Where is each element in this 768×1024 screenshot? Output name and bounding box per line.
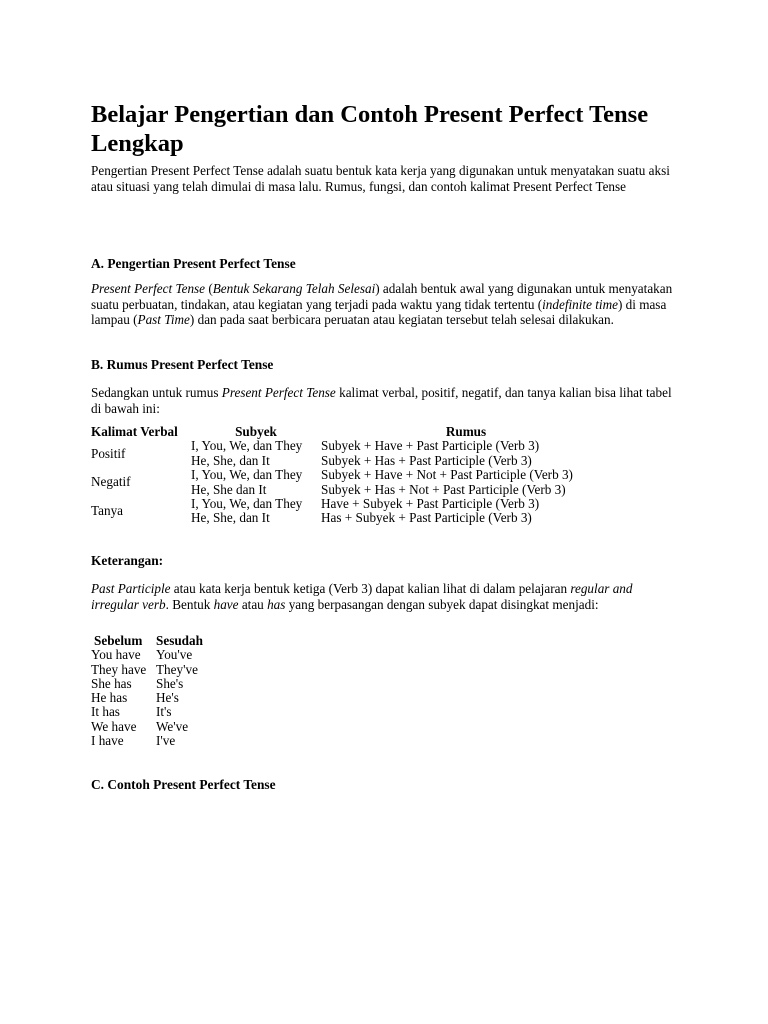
formula-cell: Subyek + Has + Past Participle (Verb 3)	[321, 452, 532, 468]
column-header: Subyek	[235, 424, 277, 439]
intro-paragraph: Pengertian Present Perfect Tense adalah suatu bentuk kata kerja yang digunakan untuk menyatakan suatu aksi atau situasi yang telah dimulai di masa lalu. Rumus, fungsi, dan contoh kalimat Present Perfect Tense	[91, 163, 670, 194]
contraction-table	[91, 634, 203, 748]
table-row: It has It's	[91, 704, 172, 720]
table-row: They have They've	[91, 661, 198, 677]
formula-cell: Subyek + Have + Not + Past Participle (Verb 3)	[321, 467, 573, 483]
table-row: We have We've	[91, 718, 189, 734]
subject-cell: I, You, We, dan They	[191, 438, 303, 454]
formula-table	[91, 425, 611, 526]
table-row	[91, 439, 611, 453]
term-regular-irregular: regular and irregular verb	[91, 581, 633, 612]
term-past-time: Past Time	[137, 312, 190, 327]
column-header: Kalimat Verbal	[91, 424, 178, 439]
term-past-participle: Past Participle	[91, 581, 171, 596]
term-present-perfect: Present Perfect Tense	[91, 281, 206, 296]
term-indefinite-time: indefinite time	[542, 296, 618, 312]
keterangan-heading: Keterangan:	[91, 553, 164, 568]
subject-cell: He, She, dan It	[191, 452, 270, 468]
subject-cell: He, She dan It	[191, 481, 267, 497]
table-row: I have I've	[91, 733, 176, 749]
column-header: Sebelum	[94, 633, 143, 648]
section-a-paragraph: Present Perfect Tense (Bentuk Sekarang Telah Selesai) adalah bentuk awal yang digunakan untuk menyatakan suatu perbuatan, tindakan, atau kegiatan yang terjadi pada waktu yang tidak tertentu (indefinite time) di masa lampau (Past Time) dan pada saat berbicara peruatan atau kegiatan tersebut telah selesai dilakukan.	[91, 281, 673, 327]
table-row: He has He's	[91, 690, 179, 706]
subject-cell: I, You, We, dan They	[191, 467, 303, 483]
keterangan-paragraph: Past Participle atau kata kerja bentuk ketiga (Verb 3) dapat kalian lihat di dalam pelajaran regular and irregular verb. Bentuk have atau has yang berpasangan dengan subyek dapat disingkat menjadi:	[91, 581, 633, 612]
page-title: Belajar Pengertian dan Contoh Present Perfect Tense Lengkap	[91, 101, 649, 157]
section-b-heading: B. Rumus Present Perfect Tense	[91, 357, 274, 372]
formula-cell: Subyek + Has + Not + Past Participle (Verb 3)	[321, 481, 566, 497]
section-b-paragraph: Sedangkan untuk rumus Present Perfect Tense kalimat verbal, positif, negatif, dan tanya kalian bisa lihat tabel di bawah ini:	[91, 385, 672, 416]
table-row: She has She's	[91, 675, 184, 691]
term-present-perfect-b: Present Perfect Tense	[221, 385, 336, 400]
table-row	[91, 468, 611, 482]
term-have: have	[213, 596, 239, 612]
section-c-heading: C. Contoh Present Perfect Tense	[91, 777, 276, 792]
formula-cell: Subyek + Have + Past Participle (Verb 3)	[321, 438, 540, 454]
column-header: Rumus	[445, 424, 487, 439]
term-has: has	[267, 596, 286, 612]
row-label-positif: Positif	[91, 445, 126, 461]
column-header: Sesudah	[156, 633, 203, 648]
table-row	[91, 497, 611, 511]
table-header-row	[91, 425, 611, 439]
formula-cell: Has + Subyek + Past Participle (Verb 3)	[321, 510, 532, 526]
table-header-row	[91, 634, 203, 648]
row-label-negatif: Negatif	[91, 474, 131, 490]
section-a-heading: A. Pengertian Present Perfect Tense	[91, 256, 296, 271]
formula-cell: Have + Subyek + Past Participle (Verb 3)	[321, 496, 540, 512]
subject-cell: I, You, We, dan They	[191, 496, 303, 512]
subject-cell: He, She, dan It	[191, 510, 270, 526]
row-label-tanya: Tanya	[91, 503, 124, 519]
term-translation: Bentuk Sekarang Telah Selesai	[212, 281, 376, 296]
table-row: You have You've	[91, 647, 193, 663]
